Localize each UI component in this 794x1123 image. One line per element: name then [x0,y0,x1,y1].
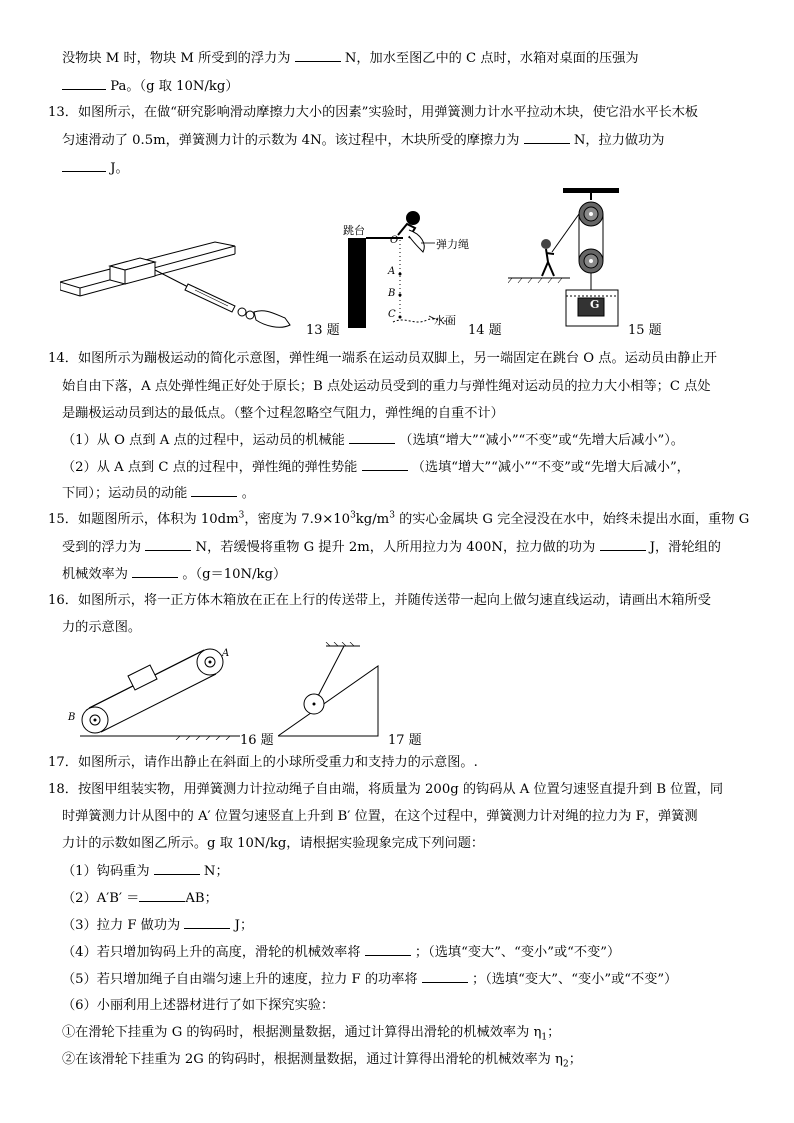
q13-blank-friction[interactable] [524,131,570,144]
q14-line2: 始自由下落，A 点处弹性绳正好处于原长；B 点处运动员受到的重力与弹性绳对运动员的拉力大小相等；C 点处 [62,379,711,394]
q12-line2: Pa。（g 取 10N/kg） [62,77,239,96]
q18-line3: 力计的示数如图乙所示。g 取 10N/kg，请根据实验现象完成下列问题： [62,836,485,851]
figure-16-conveyor [80,640,240,740]
figure-13-friction-setup [60,240,305,335]
q18-sub6: （6）小丽利用上述器材进行了如下探究实验： [62,998,335,1013]
q16-line2: 力的示意图。 [62,620,142,635]
label-platform: 跳台 [343,224,365,237]
q18-case2: ②在该滑轮下挂重为 2G 的钩码时，根据测量数据，通过计算得出滑轮的机械效率为 $\eta_2$； [62,1052,582,1070]
label-point-o: O [390,235,399,246]
q18-line1: 18．按图甲组装实物，用弹簧测力计拉动绳子自由端，将质量为 200g 的钩码从 A 位置匀速竖直提升到 B 位置，同 [48,782,724,797]
q14-blank-elastic-energy[interactable] [362,458,408,471]
q18-blank-power[interactable] [422,970,468,983]
q15-line1: 15．如题图所示，体积为 $10dm^3$，密度为 $7.9\times 10^3kg/m^3$ 的实心金属块 G 完全浸没在水中，始终未提出水面，重物 G [48,510,750,527]
q14-sub2: （2）从 A 点到 C 点的过程中，弹性绳的弹性势能 （选填“增大”“减小”“不变”或“先增大后减小”， [62,460,690,475]
q12-blank-buoyancy[interactable] [295,49,341,62]
q18-line2: 时弹簧测力计从图中的 A′ 位置匀速竖直上升到 B′ 位置，在这个过程中，弹簧测力计对绳的拉力为 F，弹簧测 [62,809,698,824]
label-water-surface: 水面 [434,314,456,327]
q18-sub5: （5）若只增加绳子自由端匀速上升的速度，拉力 F 的功率将 ；（选填“变大”、“变小”或“不变”） [62,972,678,987]
q15-line2: 受到的浮力为 N，若缓慢将重物 G 提升 2m，人所用拉力为 400N，拉力做的功为 J，滑轮组的 [62,540,721,555]
q13-line2: 匀速滑动了 0.5m，弹簧测力计的示数为 4N。该过程中，木块所受的摩擦力为 N，拉力做功为 [62,133,665,148]
q14-blank-kinetic-energy[interactable] [191,484,237,497]
caption-17: 17 题 [388,733,422,748]
q17-line1: 17．如图所示，请作出静止在斜面上的小球所受重力和支持力的示意图。. [48,755,478,770]
q13-blank-work[interactable] [62,159,106,172]
caption-15: 15 题 [628,323,662,338]
caption-16: 16 题 [240,733,274,748]
label-point-a: A [388,266,396,277]
q15-line3: 机械效率为 。（g＝10N/kg） [62,567,287,582]
figure-15-pulley [508,184,658,334]
q15-blank-work[interactable] [600,538,646,551]
q14-line1: 14．如图所示为蹦极运动的简化示意图，弹性绳一端系在运动员双脚上，另一端固定在跳台 O 点。运动员由静止开 [48,351,717,366]
q18-blank-work[interactable] [184,916,230,929]
caption-13: 13 题 [306,323,340,338]
label-point-c: C [388,309,396,320]
label-elastic-cord: 弹力绳 [436,238,469,251]
q18-sub2: （2）A′B′ ＝ AB； [62,891,218,906]
figure-17-incline-ball [278,642,388,742]
q18-sub4: （4）若只增加钩码上升的高度，滑轮的机械效率将 ；（选填“变大”、“变小”或“不变”） [62,945,621,960]
label-belt-a: A [222,648,230,659]
q16-line1: 16．如图所示，将一正方体木箱放在正在上行的传送带上，并随传送带一起向上做匀速直线运动，请画出木箱所受 [48,593,711,608]
q14-sub2-cont: 下同）；运动员的动能 。 [62,486,255,501]
q18-blank-weight[interactable] [154,862,200,875]
q14-sub1: （1）从 O 点到 A 点的过程中，运动员的机械能 （选填“增大”“减小”“不变”或“先增大后减小”）。 [62,433,684,448]
q18-sub3: （3）拉力 F 做功为 J； [62,918,254,933]
label-belt-b: B [68,712,76,723]
q13-line1: 13．如图所示，在做“研究影响滑动摩擦力大小的因素”实验时，用弹簧测力计水平拉动木块，使它沿水平长木板 [48,105,699,120]
q12-blank-pressure[interactable] [62,77,106,90]
q18-case1: ①在滑轮下挂重为 G 的钩码时，根据测量数据，通过计算得出滑轮的机械效率为 $\eta_1$； [62,1025,561,1043]
q13-line3: J。 [62,159,129,178]
q12-line1: 没物块 M 时，物块 M 所受到的浮力为 N，加水至图乙中的 C 点时，水箱对桌面的压强为 [62,51,639,66]
q14-line3: 是蹦极运动员到达的最低点。（整个过程忽略空气阻力，弹性绳的自重不计） [62,406,504,421]
q15-blank-buoyancy[interactable] [145,538,191,551]
label-point-b: B [388,288,396,299]
caption-14: 14 题 [468,323,502,338]
q14-blank-mechanical-energy[interactable] [349,431,395,444]
q18-sub1: （1）钩码重为 N； [62,864,229,879]
q18-blank-ratio[interactable] [139,889,185,902]
q18-blank-efficiency[interactable] [365,943,411,956]
figure-14-bungee [343,200,493,330]
q15-blank-efficiency[interactable] [132,565,178,578]
label-weight-g: G [590,298,600,311]
